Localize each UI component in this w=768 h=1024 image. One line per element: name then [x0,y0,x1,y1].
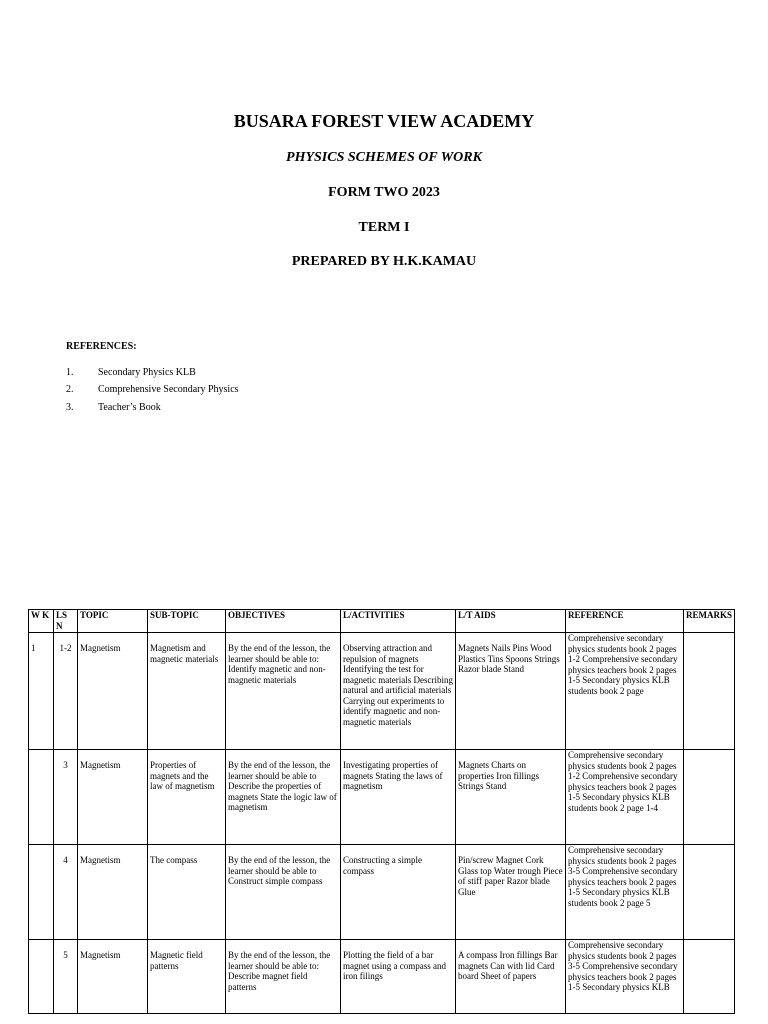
cell-remarks [684,940,735,1014]
header-remarks: REMARKS [684,610,735,633]
term: TERM I [358,220,410,235]
reference-text: Secondary Physics KLB [98,367,196,378]
cell-remarks [684,845,735,940]
cell-aids: A compass Iron fillings Bar magnets Can with lid Card board Sheet of papers [456,940,566,1014]
cell-subtopic: The compass [148,845,226,940]
table-row [29,940,735,1014]
scheme-table [28,609,735,1014]
cell-wk [29,845,54,940]
references-title: REFERENCES: [66,341,137,352]
document-subject: PHYSICS SCHEMES OF WORK [286,150,482,165]
reference-item [66,402,161,413]
reference-number: 3. [66,402,74,413]
cell-wk: 1 [29,633,54,750]
cell-lsn: 1-2 [54,633,78,750]
reference-item [66,367,196,378]
cell-aids: Pin/screw Magnet Cork Glass top Water trough Piece of stiff paper Razor blade Glue [456,845,566,940]
cell-remarks [684,633,735,750]
cell-objectives: By the end of the lesson, the learner should be able to Describe the properties of magnets State the logic law of magnetism [226,750,341,845]
cell-aids: Magnets Charts on properties Iron fillings Strings Stand [456,750,566,845]
table-header-row [29,610,735,633]
cell-activities: Plotting the field of a bar magnet using a compass and iron filings [341,940,456,1014]
header-wk: W K [29,610,54,633]
reference-text: Comprehensive Secondary Physics [98,384,239,395]
reference-text: Teacher’s Book [98,402,161,413]
cell-objectives: By the end of the lesson, the learner should be able to Construct simple compass [226,845,341,940]
cell-objectives: By the end of the lesson, the learner should be able to: Describe magnet field patterns [226,940,341,1014]
header-activities: L/ACTIVITIES [341,610,456,633]
cell-aids: Magnets Nails Pins Wood Plastics Tins Spoons Strings Razor blade Stand [456,633,566,750]
cell-objectives: By the end of the lesson, the learner should be able to: Identify magnetic and non-magnetic materials [226,633,341,750]
header-subtopic: SUB-TOPIC [148,610,226,633]
school-name: BUSARA FOREST VIEW ACADEMY [233,111,535,131]
cell-topic: Magnetism [78,845,148,940]
reference-number: 2. [66,384,74,395]
table-row [29,845,735,940]
cell-activities: Constructing a simple compass [341,845,456,940]
header-aids: L/T AIDS [456,610,566,633]
cell-reference: Comprehensive secondary physics students book 2 pages 3-5 Comprehensive secondary physics teachers book 2 pages 1-5 Secondary physics KLB [566,940,684,1014]
reference-number: 1. [66,367,74,378]
form-year: FORM TWO 2023 [328,185,440,200]
header-reference: REFERENCE [566,610,684,633]
cell-subtopic: Magnetic field patterns [148,940,226,1014]
cell-subtopic: Magnetism and magnetic materials [148,633,226,750]
header-topic: TOPIC [78,610,148,633]
header-objectives: OBJECTIVES [226,610,341,633]
cell-lsn: 5 [54,940,78,1014]
cell-reference: Comprehensive secondary physics students book 2 pages 3-5 Comprehensive secondary physics teachers book 2 pages 1-5 Secondary physics KLB students book 2 page 5 [566,845,684,940]
prepared-by: PREPARED BY H.K.KAMAU [291,254,477,269]
cell-activities: Investigating properties of magnets Stating the laws of magnetism [341,750,456,845]
cell-reference: Comprehensive secondary physics students book 2 pages 1-2 Comprehensive secondary physics teachers book 2 pages 1-5 Secondary physics KLB students book 2 page 1-4 [566,750,684,845]
cell-reference: Comprehensive secondary physics students book 2 pages 1-2 Comprehensive secondary physics teachers book 2 pages 1-5 Secondary physics KLB students book 2 page [566,633,684,750]
cell-wk [29,940,54,1014]
cell-activities: Observing attraction and repulsion of magnets Identifying the test for magnetic materials Describing natural and artificial materials Carrying out experiments to identify magnetic and non-magnetic materials [341,633,456,750]
cell-subtopic: Properties of magnets and the law of magnetism [148,750,226,845]
cell-lsn: 3 [54,750,78,845]
reference-item [66,384,239,395]
cell-remarks [684,750,735,845]
cell-topic: Magnetism [78,940,148,1014]
cell-wk [29,750,54,845]
cell-topic: Magnetism [78,633,148,750]
cell-lsn: 4 [54,845,78,940]
table-row [29,633,735,750]
table-row [29,750,735,845]
cell-topic: Magnetism [78,750,148,845]
header-lsn: LS N [54,610,78,633]
